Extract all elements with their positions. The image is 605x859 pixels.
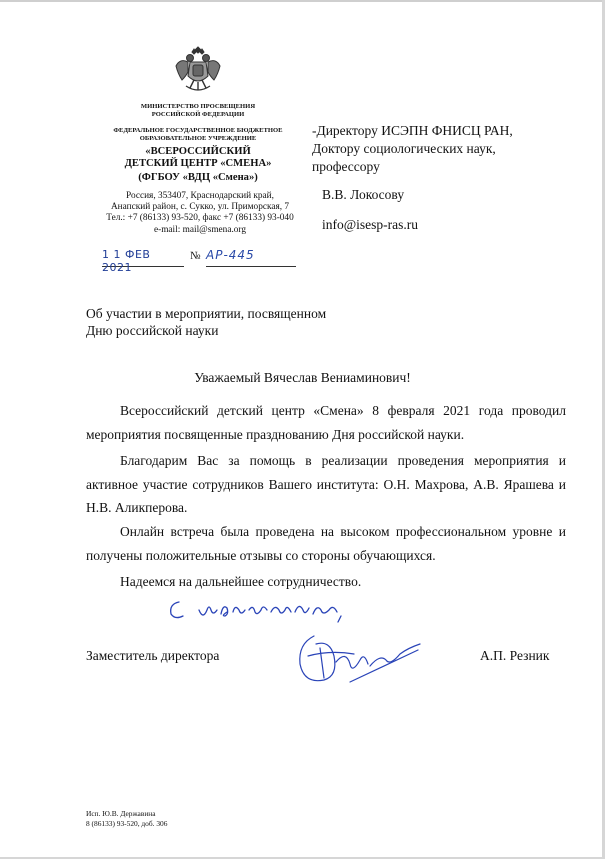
addressee-email: info@isesp-ras.ru — [322, 217, 419, 232]
institution-type — [80, 127, 316, 143]
addressee-line-2: Доктору социологических наук, — [312, 141, 496, 156]
signatory-name: А.П. Резник — [480, 648, 550, 663]
ministry-name — [80, 103, 316, 119]
addressee-name: В.В. Локосову — [322, 187, 405, 202]
executor-info — [86, 809, 167, 828]
addressee-line-1: -Директору ИСЭПН ФНИСЦ РАН, — [312, 123, 513, 138]
signature — [290, 630, 430, 692]
institution-type-line-2: ОБРАЗОВАТЕЛЬНОЕ УЧРЕЖДЕНИЕ — [139, 135, 257, 142]
email-line: e-mail: mail@smena.org — [153, 224, 247, 235]
handwritten-closing — [165, 590, 355, 626]
coat-of-arms-icon — [172, 46, 224, 98]
sender-address — [82, 191, 318, 236]
executor-name: Исп. Ю.В. Державина — [86, 809, 156, 818]
registration-number-label: № — [190, 250, 201, 262]
greeting: Уважаемый Вячеслав Вениаминович! — [194, 370, 411, 385]
addressee-line-3: профессору — [312, 159, 380, 174]
subject-line-1: Об участии в мероприятии, посвященном — [86, 306, 327, 321]
addressee-position — [312, 122, 602, 176]
center-short-name: (ФГБОУ «ВДЦ «Смена») — [138, 172, 258, 183]
center-name-line-2: ДЕТСКИЙ ЦЕНТР «СМЕНА» — [124, 158, 272, 169]
center-name — [80, 146, 316, 170]
ministry-line-2: РОССИЙСКОЙ ФЕДЕРАЦИИ — [151, 111, 245, 118]
phone-fax-line: Тел.: +7 (86133) 93-520, факс +7 (86133) 93-040 — [106, 213, 294, 224]
subject-line-2: Дню российской науки — [86, 323, 219, 338]
registration-date-stamp: 1 1 ФЕВ 2021 — [102, 248, 184, 267]
body-paragraph-2: Благодарим Вас за помощь в реализации проведения мероприятия и активное участие сотрудников Вашего института: О.Н. Махрова, А.В. Ярашева и Н.В. Аликперова. — [86, 453, 566, 515]
body-paragraph-3: Онлайн встреча была проведена на высоком профессиональном уровне и получены положительные отзывы со стороны обучающихся. — [86, 524, 566, 563]
page-edge-top — [0, 0, 605, 2]
letter-subject — [86, 305, 386, 339]
address-line-2: Анапский район, с. Сукко, ул. Приморская, 7 — [110, 202, 290, 213]
institution-type-line-1: ФЕДЕРАЛЬНОЕ ГОСУДАРСТВЕННОЕ БЮДЖЕТНОЕ — [113, 127, 283, 134]
ministry-line-1: МИНИСТЕРСТВО ПРОСВЕЩЕНИЯ — [140, 103, 256, 110]
address-line-1: Россия, 353407, Краснодарский край, — [126, 191, 274, 201]
executor-phone: 8 (86133) 93-520, доб. 306 — [86, 818, 168, 828]
center-name-line-1: «ВСЕРОССИЙСКИЙ — [145, 146, 251, 157]
body-paragraph-4: Надеемся на дальнейшее сотрудничество. — [120, 574, 362, 589]
body-paragraph-1: Всероссийский детский центр «Смена» 8 февраля 2021 года проводил мероприятия посвященные празднованию Дня российской науки. — [86, 403, 566, 442]
signatory-title: Заместитель директора — [86, 648, 220, 663]
registration-number: АР-445 — [206, 248, 296, 267]
